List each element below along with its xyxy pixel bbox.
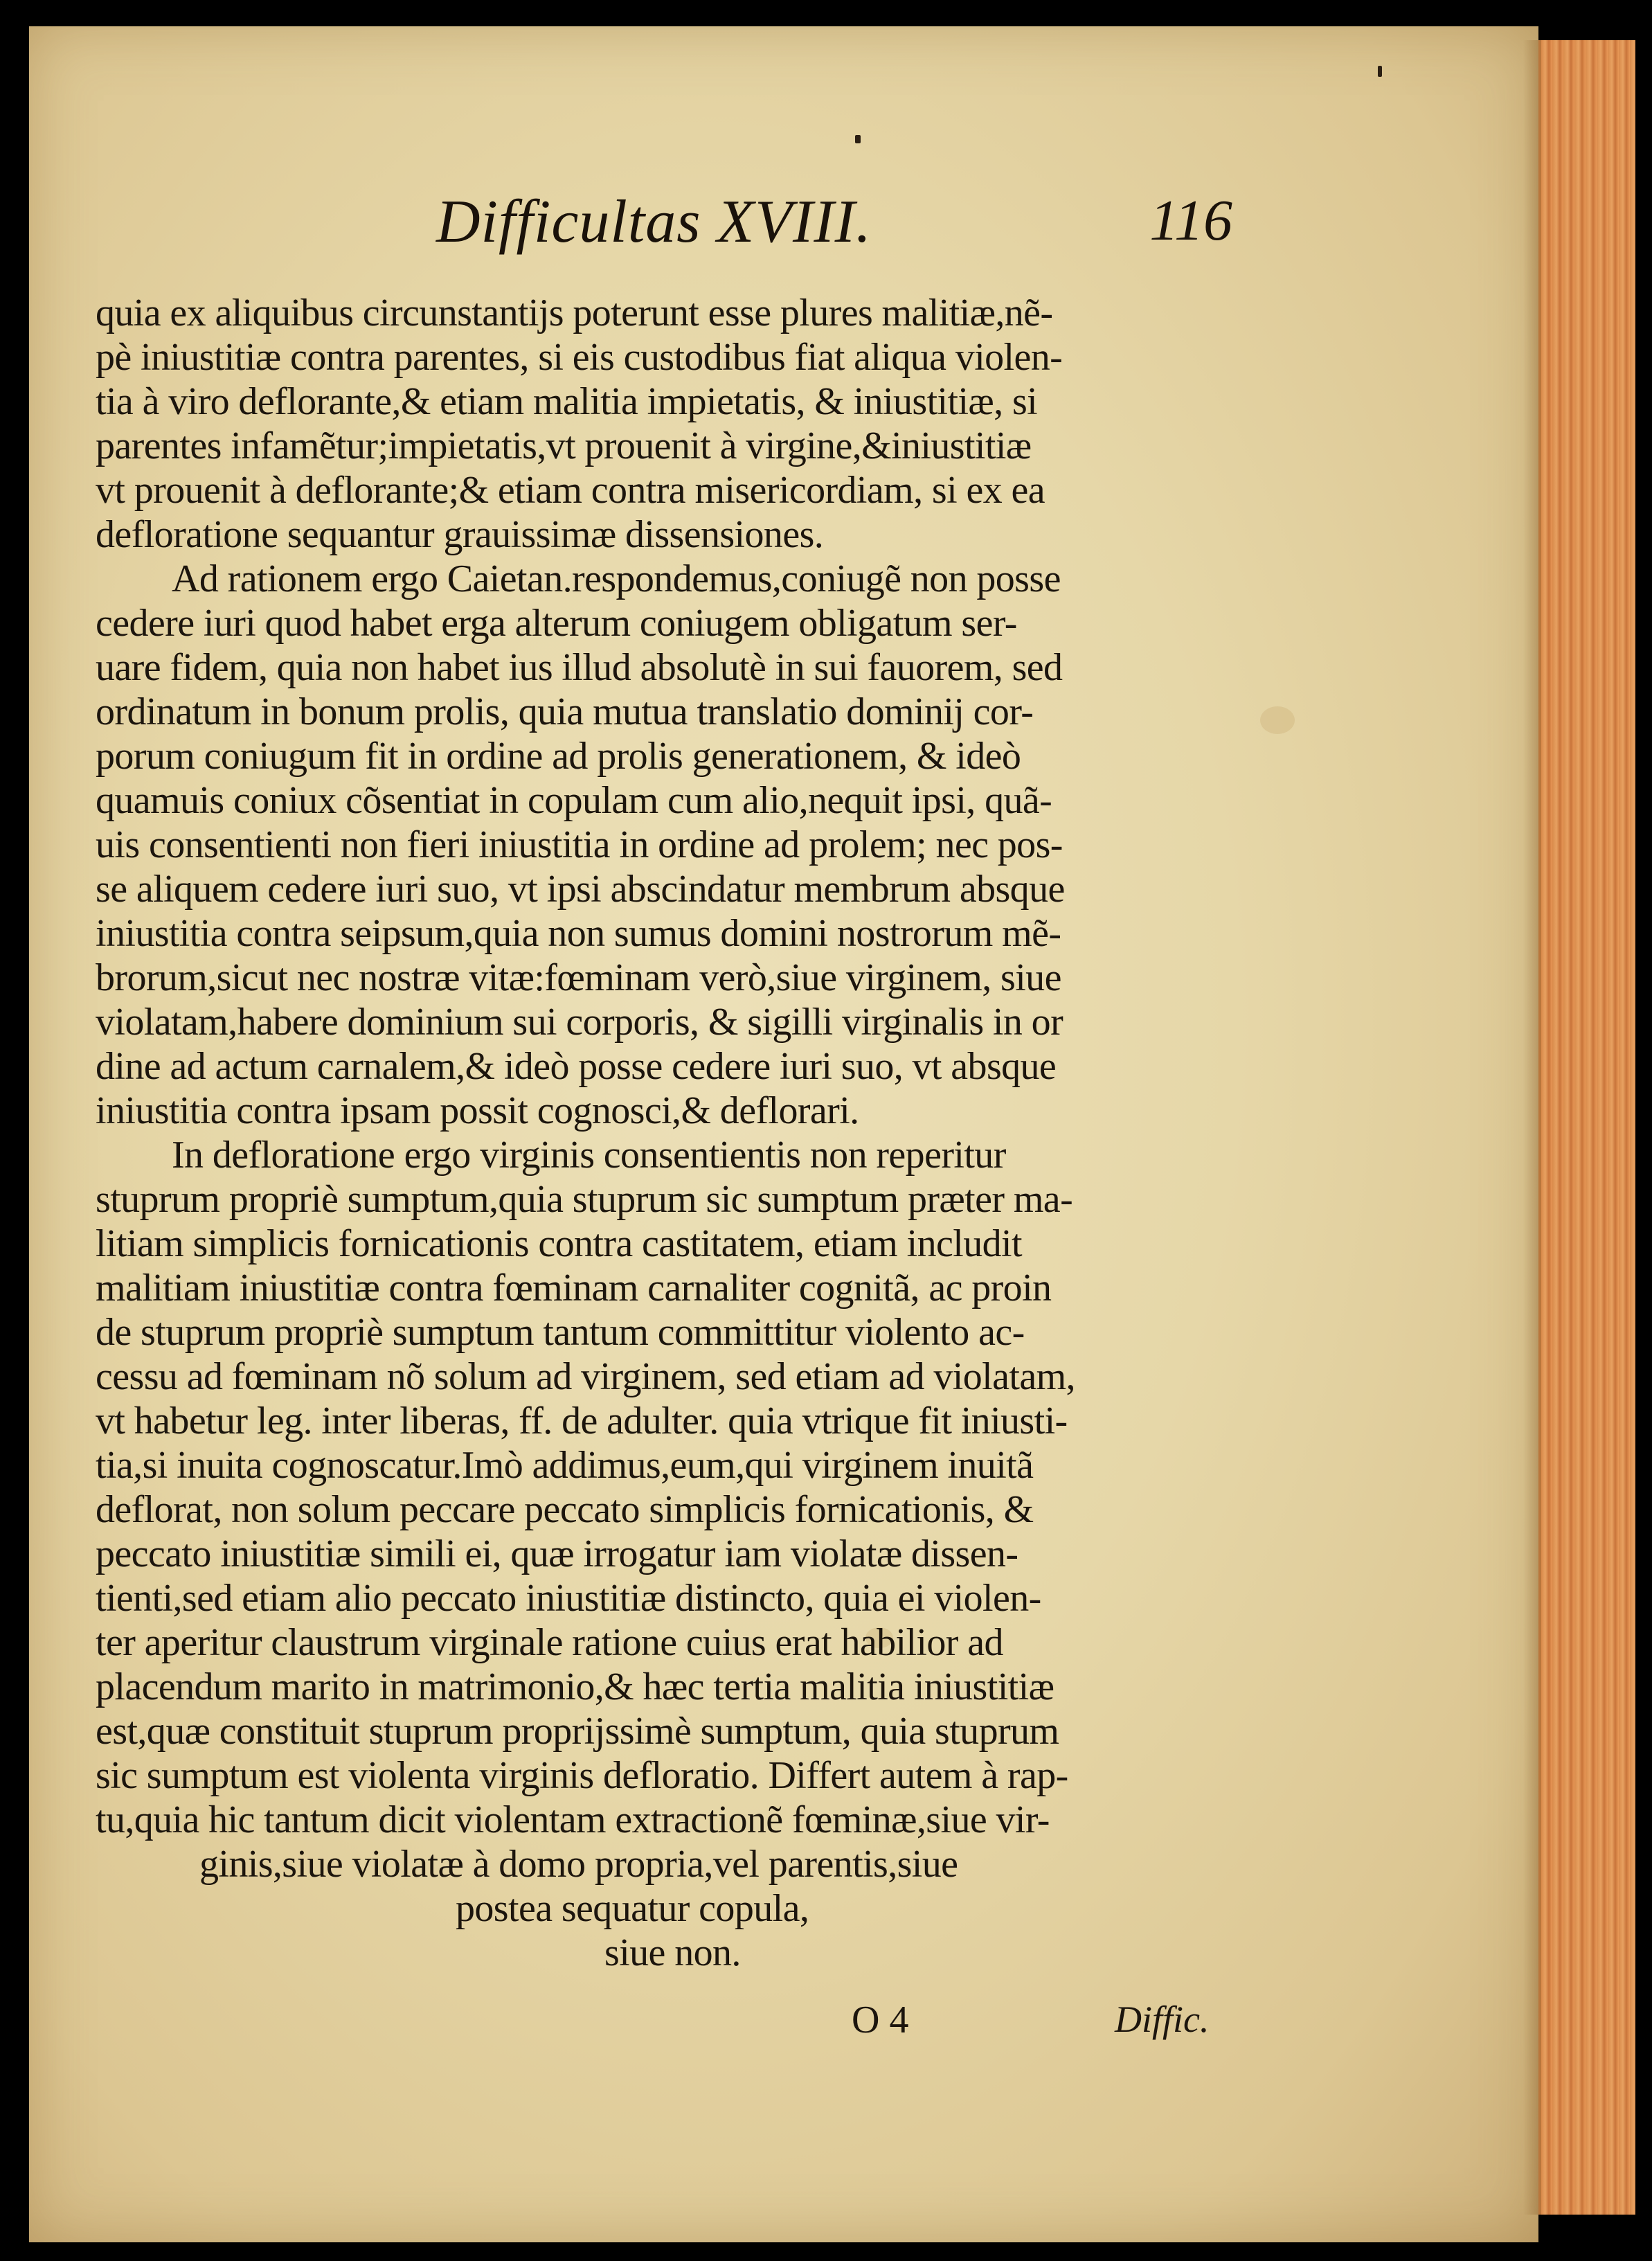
text-line: pè iniustitiæ contra parentes, si eis custodibus fiat aliqua violen- (96, 336, 1063, 379)
text-line: uis consentienti non fieri iniustitia in ordine ad prolem; nec pos- (96, 823, 1063, 866)
text-line: litiam simplicis fornicationis contra castitatem, etiam includit (96, 1222, 1022, 1265)
text-line: quamuis coniux cõsentiat in copulam cum alio,nequit ipsi, quã- (96, 779, 1052, 822)
book-fore-edge (1538, 40, 1635, 2215)
text-line: vt habetur leg. inter liberas, ff. de adulter. quia vtrique fit iniusti- (96, 1400, 1068, 1442)
text-line: placendum marito in matrimonio,& hæc tertia malitia iniustitiæ (96, 1665, 1054, 1708)
ink-mark (855, 135, 861, 143)
text-line: violatam,habere dominium sui corporis, & sigilli virginalis in or (96, 1001, 1063, 1044)
text-line: cessu ad fœminam nõ solum ad virginem, sed etiam ad violatam, (96, 1355, 1075, 1398)
text-line: ter aperitur claustrum virginale ratione cuius erat habilior ad (96, 1621, 1003, 1664)
text-line: siue non. (604, 1931, 741, 1974)
text-line: Ad rationem ergo Caietan.respondemus,coniugẽ non posse (172, 557, 1061, 600)
text-line: de stuprum propriè sumptum tantum committitur violento ac- (96, 1311, 1025, 1354)
text-line: tia à viro deflorante,& etiam malitia impietatis, & iniustitiæ, si (96, 380, 1038, 423)
text-line: defloratione sequantur grauissimæ dissensiones. (96, 513, 824, 556)
text-line: tu,quia hic tantum dicit violentam extractionẽ fœminæ,siue vir- (96, 1798, 1050, 1841)
text-line: cedere iuri quod habet erga alterum coniugem obligatum ser- (96, 602, 1017, 645)
text-line: est,quæ constituit stuprum proprijssimè sumptum, quia stuprum (96, 1710, 1059, 1753)
page-header (415, 187, 1232, 263)
catchword: Diffic. (1115, 1999, 1210, 2040)
text-line: peccato iniustitiæ simili ei, quæ irrogatur iam violatæ dissen- (96, 1532, 1018, 1575)
text-line: ginis,siue violatæ à domo propria,vel parentis,siue (199, 1843, 958, 1886)
text-line: uare fidem, quia non habet ius illud absolutè in sui fauorem, sed (96, 646, 1063, 689)
signature-mark: O 4 (852, 1999, 909, 2041)
text-line: vt prouenit à deflorante;& etiam contra misericordiam, si ex ea (96, 469, 1045, 512)
text-line: porum coniugum fit in ordine ad prolis generationem, & ideò (96, 735, 1021, 778)
text-line: parentes infamẽtur;impietatis,vt prouenit à virgine,&iniustitiæ (96, 425, 1032, 467)
text-line: tia,si inuita cognoscatur.Imò addimus,eum,qui virginem inuitã (96, 1444, 1034, 1487)
paper-stain (1260, 706, 1295, 734)
text-line: iniustitia contra seipsum,quia non sumus domini nostrorum mẽ- (96, 912, 1061, 955)
text-line: iniustitia contra ipsam possit cognosci,& deflorari. (96, 1089, 859, 1132)
text-line: ordinatum in bonum prolis, quia mutua translatio dominij cor- (96, 690, 1034, 733)
text-line: deflorat, non solum peccare peccato simplicis fornicationis, & (96, 1488, 1034, 1531)
text-line: brorum,sicut nec nostræ vitæ:fœminam verò,siue virginem, siue (96, 956, 1061, 999)
text-line: postea sequatur copula, (456, 1887, 809, 1930)
page-number: 116 (1149, 188, 1232, 253)
text-line: malitiam iniustitiæ contra fœminam carnaliter cognitã, ac proin (96, 1267, 1052, 1310)
text-line: sic sumptum est violenta virginis defloratio. Differt autem à rap- (96, 1754, 1068, 1797)
running-title: Difficultas XVIII. (436, 188, 872, 256)
text-line: se aliquem cedere iuri suo, vt ipsi abscindatur membrum absque (96, 868, 1065, 911)
text-line: quia ex aliquibus circunstantijs poterunt esse plures malitiæ,nẽ- (96, 292, 1053, 334)
text-line: tienti,sed etiam alio peccato iniustitiæ distincto, quia ei violen- (96, 1577, 1041, 1620)
text-line: stuprum propriè sumptum,quia stuprum sic sumptum præter ma- (96, 1178, 1073, 1221)
page-footer (852, 1998, 1267, 2053)
body-text (96, 291, 1231, 1975)
text-line: dine ad actum carnalem,& ideò posse cedere iuri suo, vt absque (96, 1045, 1057, 1088)
text-line: In defloratione ergo virginis consentientis non reperitur (172, 1134, 1006, 1177)
ink-mark (1378, 66, 1382, 77)
